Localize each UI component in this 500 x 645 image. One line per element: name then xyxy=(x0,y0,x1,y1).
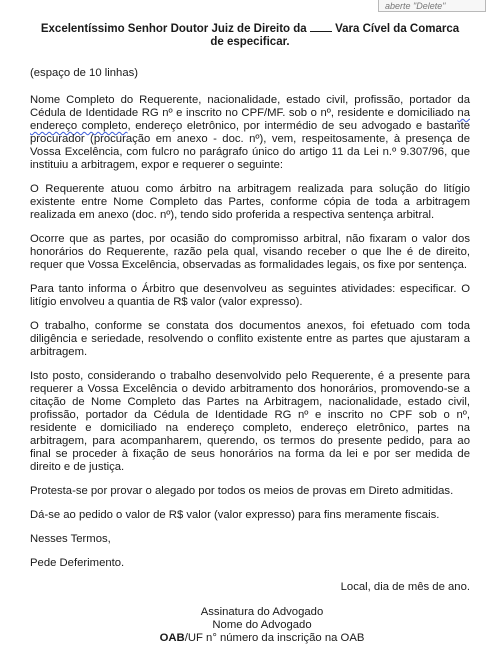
document-page xyxy=(30,22,470,645)
heading-line-1-end: Vara Cível da Comarca xyxy=(335,23,460,35)
paragraph-evidence: Protesta-se por provar o alegado por todos os meios de provas em Direto admitidas. xyxy=(30,485,454,497)
space-note: (espaço de 10 linhas) xyxy=(30,67,139,79)
signature-line: Assinatura do Advogado xyxy=(200,606,324,618)
lawyer-name: Nome do Advogado xyxy=(212,619,312,631)
paragraph-1-part-2: , endereço eletrônico, por intermédio de seu advogado e bastante procurador (procuração em anexo - doc. nº), vem, respeitosamente, à presença de Vossa Excelência, com fulcro no parágrafo único do artigo 11 da Lei n.º 9.307/96, que instituiu a arbitragem, expor e requerer o seguinte: xyxy=(30,120,471,171)
document-body xyxy=(30,94,470,570)
heading-line-2: de especificar. xyxy=(210,36,290,48)
heading-line-1-start: Excelentíssimo Senhor Doutor Juiz de Direito da xyxy=(40,23,307,35)
paragraph-1-part-1: Nome Completo do Requerente, nacionalidade, estado civil, profissão, portador da Cédula de Identidade RG nº e inscrito no CPF/MF. sob o nº, residente e domiciliado xyxy=(30,94,470,119)
paragraph-fees-not-fixed: Ocorre que as partes, por ocasião do compromisso arbitral, não fixaram o valor dos honorários do Requerente, razão pela qual, visando receber o que lhe é de direito, requer que Vossa Excelência, observadas as formalidades legais, os fixe por sentença. xyxy=(30,233,470,271)
signature-block xyxy=(30,606,470,645)
paragraph-activities: Para tanto informa o Árbitro que desenvolveu as seguintes atividades: especificar. O litígio envolveu a quantia de R$ valor (valor expresso). xyxy=(30,283,470,308)
heading-blank xyxy=(310,22,332,32)
paragraph-facts: O Requerente atuou como árbitro na arbitragem realizada para solução do litígio existente entre Nome Completo das Partes, conforme cópia de toda a arbitragem realizada em anexo (doc. nº), tendo sido proferida a respectiva sentença arbitral. xyxy=(30,183,470,221)
paragraph-qualification xyxy=(30,94,470,172)
spellcheck-underlined-text: na endereço completo xyxy=(30,107,470,132)
closing-pede-deferimento: Pede Deferimento. xyxy=(30,557,125,569)
oab-label: OAB xyxy=(159,632,185,644)
oab-rest: /UF n° número da inscrição na OAB xyxy=(184,632,365,644)
paragraph-work: O trabalho, conforme se constata dos documentos anexos, foi efetuado com toda diligência e seriedade, resolvendo o conflito existente entre as partes que ajustaram a arbitragem. xyxy=(30,320,470,358)
oab-number-line xyxy=(54,632,470,645)
overlay-hint: aberte "Delete" xyxy=(378,0,486,12)
local-date-line: Local, dia de mês de ano. xyxy=(340,581,470,593)
closing-nesses-termos: Nesses Termos, xyxy=(30,533,111,545)
document-heading xyxy=(30,22,470,49)
heading-line-1 xyxy=(30,22,470,36)
paragraph-case-value: Dá-se ao pedido o valor de R$ valor (valor expresso) para fins meramente fiscais. xyxy=(30,509,440,521)
paragraph-request: Isto posto, considerando o trabalho desenvolvido pelo Requerente, é a presente para requerer a Vossa Excelência o devido arbitramento dos honorários, promovendo-se a citação de Nome Completo das Partes na Arbitragem, nacionalidade, estado civil, profissão, portador da Cédula de Identidade RG nº e inscrito no CPF sob o nº, residente e domiciliado na endereço completo, endereço eletrônico, partes na arbitragem, para acompanharem, querendo, os termos do presente pedido, para ao final se proceder à fixação de seus honorários na forma da lei e por ser medida de direito e de justiça. xyxy=(30,370,470,473)
